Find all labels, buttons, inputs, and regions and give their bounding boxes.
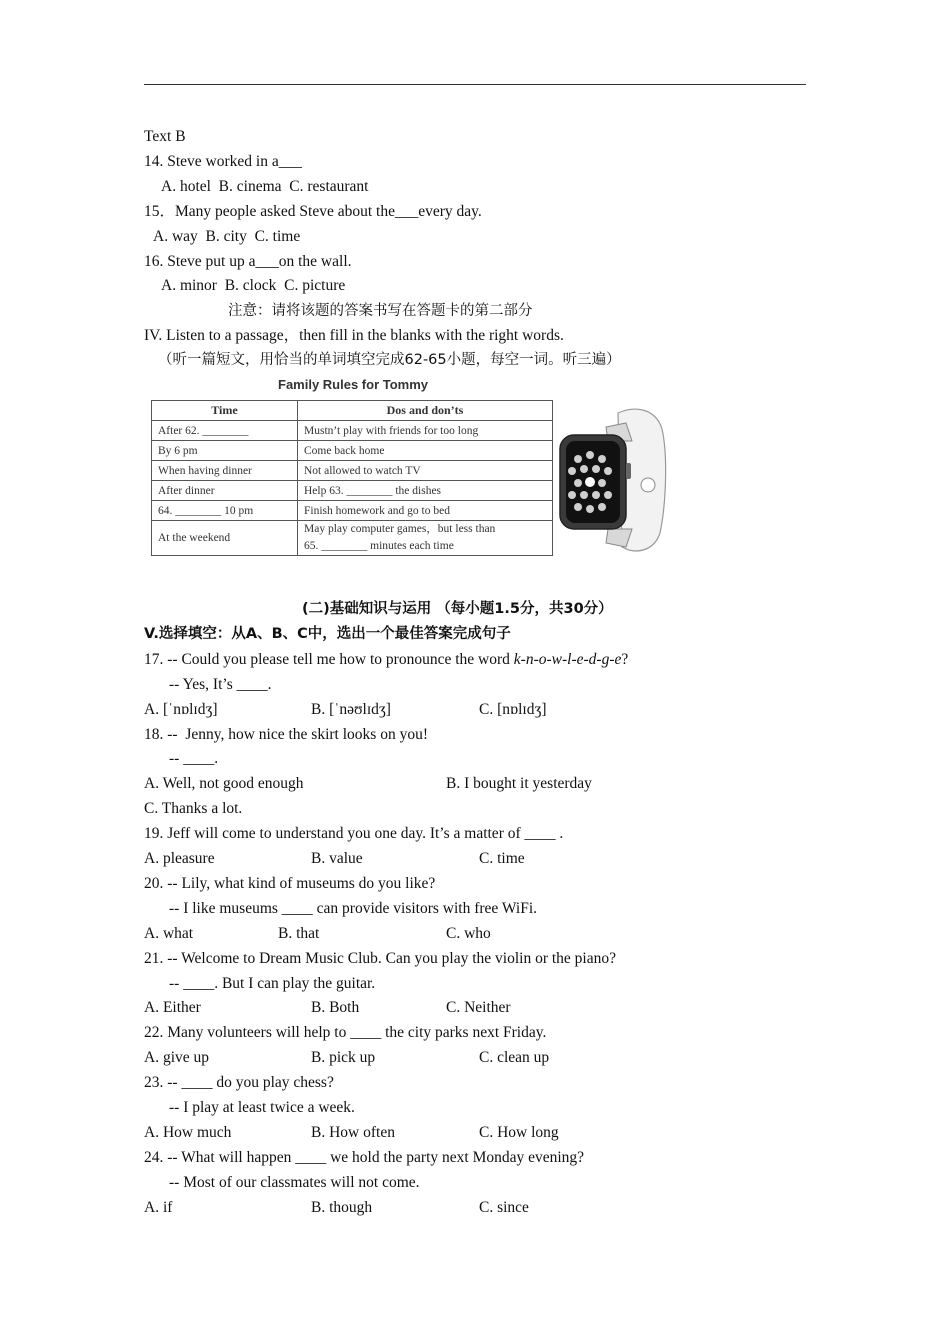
table-cell-line: May play computer games，but less than	[304, 523, 496, 535]
q23-stem: 23. -- ____ do you play chess?	[144, 1074, 334, 1091]
table-cell: Finish homework and go to bed	[298, 501, 553, 521]
table-row	[152, 461, 553, 481]
q23-option-b: B. How often	[311, 1124, 395, 1141]
rules-table-title: Family Rules for Tommy	[278, 377, 429, 392]
smartwatch-image	[556, 405, 674, 555]
q17-option-a: A. [ˈnɒlɪdʒ]	[144, 701, 218, 718]
q19-option-c: C. time	[479, 850, 525, 867]
table-cell: Not allowed to watch TV	[298, 461, 553, 481]
q15-stem: 15．Many people asked Steve about the___every day.	[144, 203, 482, 220]
table-row	[152, 421, 553, 441]
table-header-row	[152, 401, 553, 421]
q19-option-b: B. value	[311, 850, 363, 867]
table-cell: After dinner	[152, 481, 298, 501]
table-row	[152, 481, 553, 501]
table-cell: At the weekend	[152, 521, 298, 556]
q18-option-b: B. I bought it yesterday	[446, 775, 592, 792]
table-cell: After 62. ________	[152, 421, 298, 441]
q22-option-a: A. give up	[144, 1049, 210, 1066]
q16-stem: 16. Steve put up a___on the wall.	[144, 253, 352, 270]
section4-instruction: （听一篇短文，用恰当的单词填空完成62-65小题，每空一词。听三遍）	[158, 352, 621, 368]
q18-option-a: A. Well, not good enough	[144, 775, 304, 792]
q23-option-a: A. How much	[144, 1124, 232, 1141]
q18-stem: 18. -- Jenny, how nice the skirt looks on you!	[144, 726, 428, 743]
answer-note: 注意：请将该题的答案书写在答题卡的第二部分	[228, 303, 533, 319]
rules-table	[151, 400, 553, 556]
q24-stem: 24. -- What will happen ____ we hold the party next Monday evening?	[144, 1149, 585, 1166]
table-header-dos: Dos and don’ts	[298, 401, 553, 421]
q17-reply: -- Yes, It’s ____.	[169, 676, 272, 693]
text-b-heading: Text B	[144, 128, 186, 145]
table-header-time: Time	[152, 401, 298, 421]
q20-stem: 20. -- Lily, what kind of museums do you like?	[144, 875, 436, 892]
q18-reply: -- ____.	[169, 750, 219, 767]
q15-options: A. way B. city C. time	[153, 228, 301, 245]
q22-option-b: B. pick up	[311, 1049, 376, 1066]
table-cell	[298, 521, 553, 556]
table-cell: Mustn’t play with friends for too long	[298, 421, 553, 441]
q21-option-c: C. Neither	[446, 999, 511, 1016]
q17-option-b: B. [ˈnəʊlɪdʒ]	[311, 701, 391, 718]
table-cell: Help 63. ________ the dishes	[298, 481, 553, 501]
q16-options: A. minor B. clock C. picture	[161, 277, 346, 294]
q24-option-c: C. since	[479, 1199, 529, 1216]
q17-option-c: C. [nɒlɪdʒ]	[479, 701, 547, 718]
q24-reply: -- Most of our classmates will not come.	[169, 1174, 420, 1191]
table-row	[152, 501, 553, 521]
part2-title: (二)基础知识与运用 （每小题1.5分，共30分）	[302, 601, 613, 617]
q17-qmark: ?	[621, 651, 629, 668]
q21-reply: -- ____. But I can play the guitar.	[169, 975, 376, 992]
q20-reply: -- I like museums ____ can provide visitors with free WiFi.	[169, 900, 538, 917]
table-cell: Come back home	[298, 441, 553, 461]
q23-reply: -- I play at least twice a week.	[169, 1099, 355, 1116]
q17-word: k-n-o-w-l-e-d-g-e	[513, 651, 622, 668]
q14-stem: 14. Steve worked in a___	[144, 153, 302, 170]
q21-option-b: B. Both	[311, 999, 360, 1016]
section4-heading: IV. Listen to a passage，then fill in the blanks with the right words.	[144, 327, 564, 344]
q14-options: A. hotel B. cinema C. restaurant	[161, 178, 369, 195]
q17-stem-text: 17. -- Could you please tell me how to pronounce the word	[144, 651, 514, 668]
q20-option-a: A. what	[144, 925, 194, 942]
q21-stem: 21. -- Welcome to Dream Music Club. Can you play the violin or the piano?	[144, 950, 616, 967]
q20-option-b: B. that	[278, 925, 320, 942]
table-cell: When having dinner	[152, 461, 298, 481]
q24-option-b: B. though	[311, 1199, 373, 1216]
q23-option-c: C. How long	[479, 1124, 559, 1141]
table-cell: 64. ________ 10 pm	[152, 501, 298, 521]
q17-stem	[144, 650, 628, 670]
q19-option-a: A. pleasure	[144, 850, 215, 867]
table-cell-line: 65. ________ minutes each time	[304, 540, 454, 552]
q22-option-c: C. clean up	[479, 1049, 550, 1066]
q21-option-a: A. Either	[144, 999, 201, 1016]
q24-option-a: A. if	[144, 1199, 173, 1216]
q20-option-c: C. who	[446, 925, 491, 942]
section5-title: V.选择填空：从A、B、C中，选出一个最佳答案完成句子	[144, 626, 511, 642]
top-rule	[144, 84, 806, 85]
q22-stem: 22. Many volunteers will help to ____ the city parks next Friday.	[144, 1024, 547, 1041]
table-row	[152, 441, 553, 461]
table-cell: By 6 pm	[152, 441, 298, 461]
q19-stem: 19. Jeff will come to understand you one day. It’s a matter of ____ .	[144, 825, 564, 842]
table-row	[152, 521, 553, 556]
q18-option-c: C. Thanks a lot.	[144, 800, 243, 817]
